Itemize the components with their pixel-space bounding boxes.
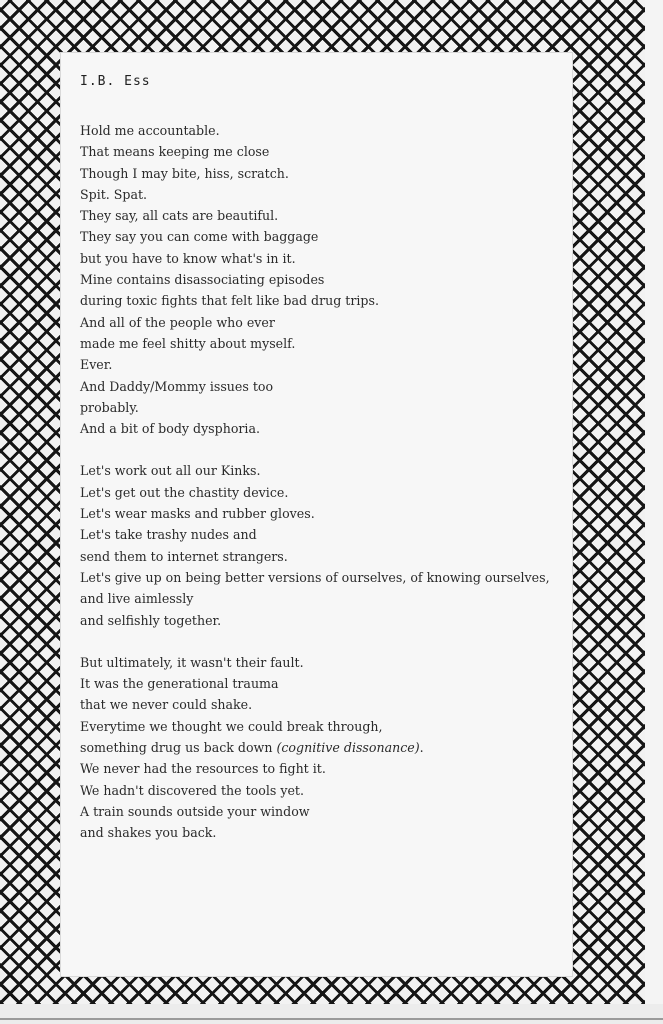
poem-line: They say you can come with baggage <box>80 229 319 245</box>
poem-line: probably. <box>80 399 139 415</box>
poem-line-with-aside <box>80 737 570 758</box>
poem-line: Let's give up on being better versions of ourselves, of knowing ourselves, <box>80 569 550 585</box>
poem-line-text: something drug us back down <box>80 740 273 756</box>
poem-line: that we never could shake. <box>80 697 253 713</box>
poem-line: and selfishly together. <box>80 612 222 628</box>
poem-line: That means keeping me close <box>80 144 270 160</box>
poem-line: Let's take trashy nudes and <box>80 527 257 543</box>
poem-line: and shakes you back. <box>80 825 217 841</box>
poem-line: send them to internet strangers. <box>80 548 288 564</box>
poem-line: Let's get out the chastity device. <box>80 484 289 500</box>
stanza-3 <box>80 652 570 844</box>
poem-line: Though I may bite, hiss, scratch. <box>80 165 289 181</box>
poem-line: Spit. Spat. <box>80 186 148 202</box>
poem-line: Everytime we thought we could break through, <box>80 718 383 734</box>
poem-line: and live aimlessly <box>80 591 194 607</box>
poem-line: Hold me accountable. <box>80 123 220 138</box>
paper-bottom-edge <box>0 1004 663 1024</box>
poem-line: But ultimately, it wasn't their fault. <box>80 654 304 670</box>
poem-line: Mine contains disassociating episodes <box>80 272 325 288</box>
poem-line: made me feel shitty about myself. <box>80 335 296 351</box>
poem-line: during toxic fights that felt like bad drug trips. <box>80 293 379 309</box>
poem-line: We hadn't discovered the tools yet. <box>80 782 304 798</box>
poem-body <box>80 120 570 844</box>
poem-line: They say, all cats are beautiful. <box>80 208 279 224</box>
poem-line: Let's wear masks and rubber gloves. <box>80 506 315 522</box>
italic-aside: (cognitive dissonance) <box>276 740 420 756</box>
poem-line: We never had the resources to fight it. <box>80 761 326 777</box>
poem-line: Ever. <box>80 357 113 373</box>
paper-edge-line <box>0 1018 663 1020</box>
stanza-2 <box>80 460 570 630</box>
poem-line: Let's work out all our Kinks. <box>80 463 261 479</box>
poem-line: And Daddy/Mommy issues too <box>80 378 274 394</box>
poem-line: It was the generational trauma <box>80 676 279 692</box>
author-name: I.B. Ess <box>80 74 151 89</box>
aside-suffix: . <box>419 740 424 756</box>
poem-line: but you have to know what's in it. <box>80 250 296 266</box>
poem-line: And all of the people who ever <box>80 314 275 330</box>
poem-line: And a bit of body dysphoria. <box>80 421 260 437</box>
stanza-1 <box>80 120 570 439</box>
poem-line: A train sounds outside your window <box>80 803 310 819</box>
poem-panel <box>60 52 573 977</box>
